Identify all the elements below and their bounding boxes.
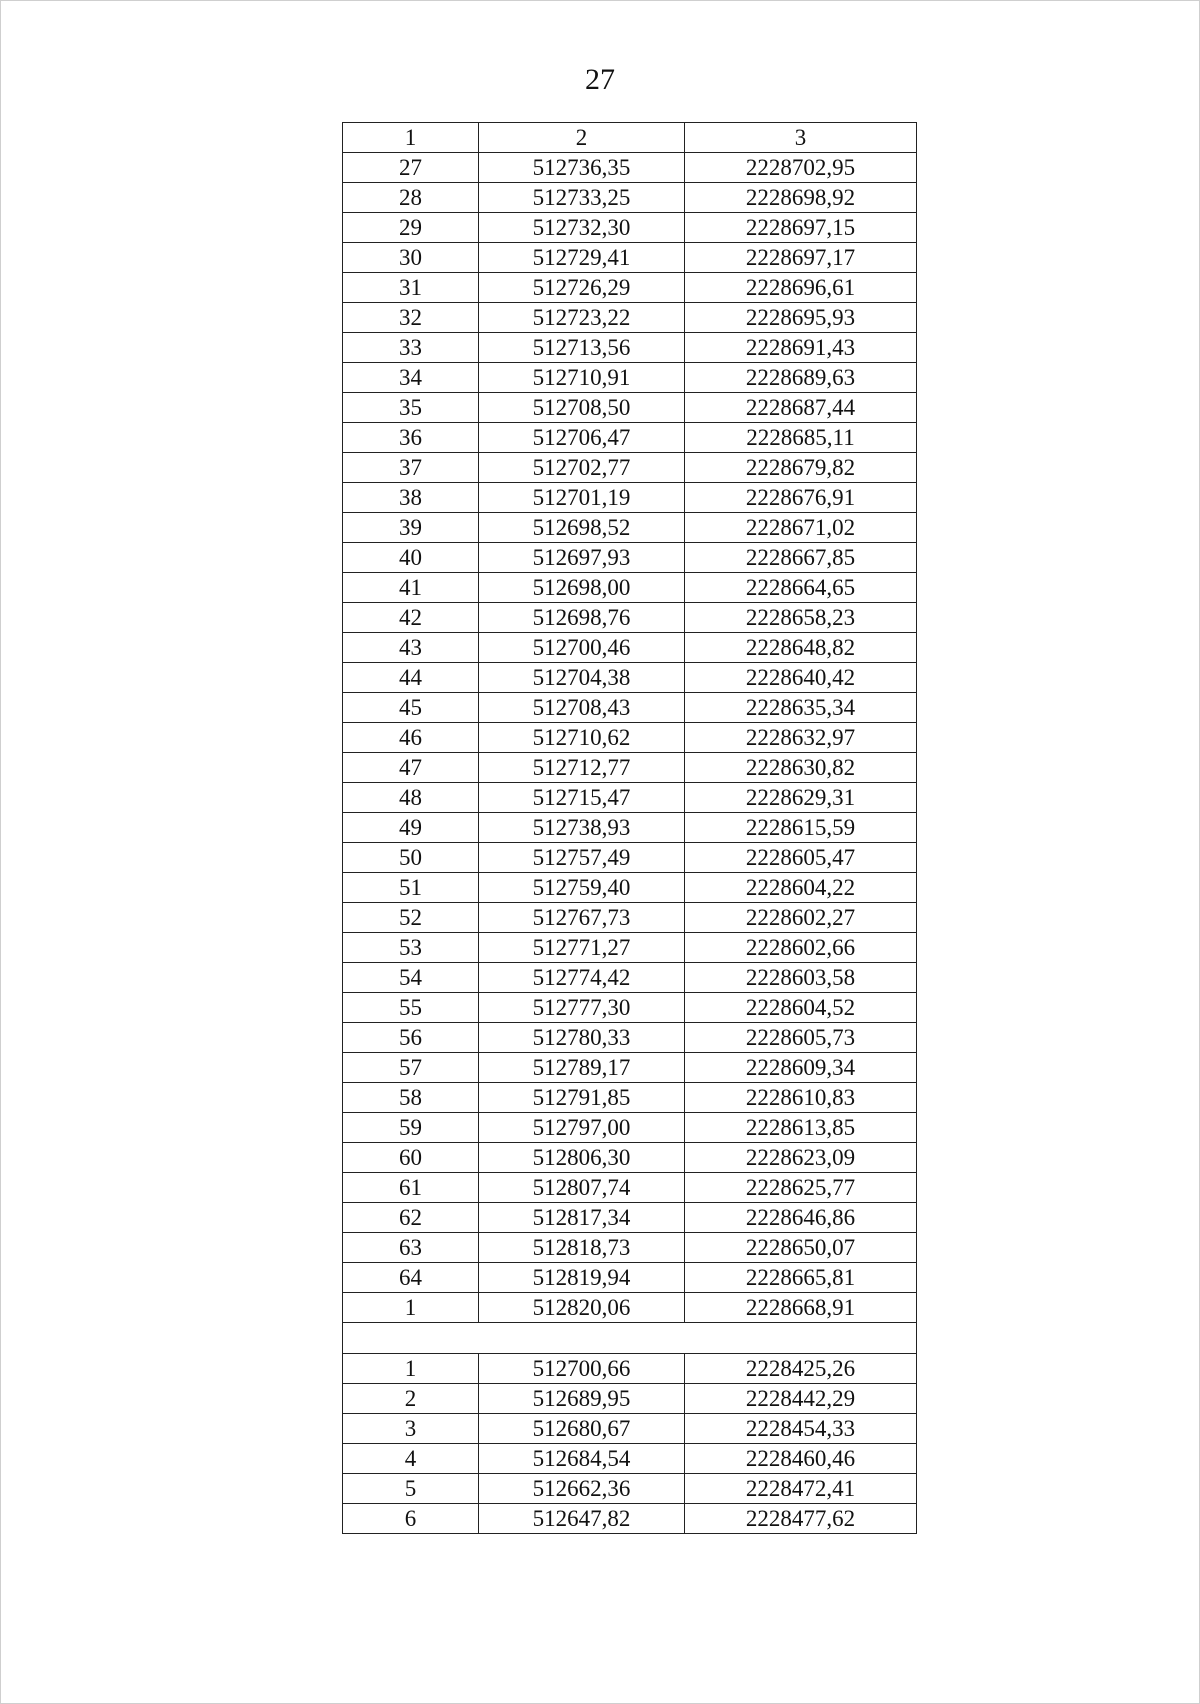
y-coordinate-cell: 2228625,77 xyxy=(685,1173,917,1203)
point-number-cell: 49 xyxy=(343,813,479,843)
y-coordinate-cell: 2228610,83 xyxy=(685,1083,917,1113)
x-coordinate-cell: 512820,06 xyxy=(479,1293,685,1323)
y-coordinate-cell: 2228472,41 xyxy=(685,1474,917,1504)
x-coordinate-cell: 512698,76 xyxy=(479,603,685,633)
x-coordinate-cell: 512700,66 xyxy=(479,1354,685,1384)
y-coordinate-cell: 2228442,29 xyxy=(685,1384,917,1414)
table-row xyxy=(343,1143,917,1173)
point-number-cell: 62 xyxy=(343,1203,479,1233)
x-coordinate-cell: 512757,49 xyxy=(479,843,685,873)
point-number-cell: 27 xyxy=(343,153,479,183)
table-row xyxy=(343,993,917,1023)
point-number-cell: 48 xyxy=(343,783,479,813)
point-number-cell: 1 xyxy=(343,1354,479,1384)
table-row xyxy=(343,753,917,783)
y-coordinate-cell: 2228604,22 xyxy=(685,873,917,903)
table-row xyxy=(343,213,917,243)
x-coordinate-cell: 512818,73 xyxy=(479,1233,685,1263)
point-number-cell: 38 xyxy=(343,483,479,513)
table-row xyxy=(343,543,917,573)
point-number-cell: 61 xyxy=(343,1173,479,1203)
table-row xyxy=(343,1083,917,1113)
y-coordinate-cell: 2228604,52 xyxy=(685,993,917,1023)
x-coordinate-cell: 512715,47 xyxy=(479,783,685,813)
table-row xyxy=(343,513,917,543)
y-coordinate-cell: 2228602,27 xyxy=(685,903,917,933)
point-number-cell: 56 xyxy=(343,1023,479,1053)
point-number-cell: 5 xyxy=(343,1474,479,1504)
table-row xyxy=(343,243,917,273)
x-coordinate-cell: 512723,22 xyxy=(479,303,685,333)
x-coordinate-cell: 512689,95 xyxy=(479,1384,685,1414)
y-coordinate-cell: 2228676,91 xyxy=(685,483,917,513)
x-coordinate-cell: 512708,43 xyxy=(479,693,685,723)
table-row xyxy=(343,603,917,633)
coordinates-table xyxy=(342,122,917,1534)
table-body xyxy=(343,153,917,1534)
y-coordinate-cell: 2228632,97 xyxy=(685,723,917,753)
x-coordinate-cell: 512708,50 xyxy=(479,393,685,423)
point-number-cell: 37 xyxy=(343,453,479,483)
point-number-cell: 45 xyxy=(343,693,479,723)
table-row xyxy=(343,303,917,333)
x-coordinate-cell: 512684,54 xyxy=(479,1444,685,1474)
y-coordinate-cell: 2228630,82 xyxy=(685,753,917,783)
y-coordinate-cell: 2228658,23 xyxy=(685,603,917,633)
y-coordinate-cell: 2228623,09 xyxy=(685,1143,917,1173)
table-row xyxy=(343,183,917,213)
table-row xyxy=(343,843,917,873)
x-coordinate-cell: 512774,42 xyxy=(479,963,685,993)
point-number-cell: 52 xyxy=(343,903,479,933)
x-coordinate-cell: 512789,17 xyxy=(479,1053,685,1083)
table-row xyxy=(343,1354,917,1384)
point-number-cell: 30 xyxy=(343,243,479,273)
table-row xyxy=(343,723,917,753)
table-row xyxy=(343,363,917,393)
y-coordinate-cell: 2228687,44 xyxy=(685,393,917,423)
point-number-cell: 40 xyxy=(343,543,479,573)
x-coordinate-cell: 512738,93 xyxy=(479,813,685,843)
page-number: 27 xyxy=(585,63,615,96)
y-coordinate-cell: 2228460,46 xyxy=(685,1444,917,1474)
y-coordinate-cell: 2228602,66 xyxy=(685,933,917,963)
point-number-cell: 42 xyxy=(343,603,479,633)
x-coordinate-cell: 512736,35 xyxy=(479,153,685,183)
table-row xyxy=(343,483,917,513)
column-header: 1 xyxy=(343,123,479,153)
y-coordinate-cell: 2228696,61 xyxy=(685,273,917,303)
point-number-cell: 51 xyxy=(343,873,479,903)
point-number-cell: 32 xyxy=(343,303,479,333)
table-row xyxy=(343,1263,917,1293)
table-row xyxy=(343,693,917,723)
point-number-cell: 43 xyxy=(343,633,479,663)
y-coordinate-cell: 2228695,93 xyxy=(685,303,917,333)
point-number-cell: 64 xyxy=(343,1263,479,1293)
y-coordinate-cell: 2228640,42 xyxy=(685,663,917,693)
y-coordinate-cell: 2228697,15 xyxy=(685,213,917,243)
point-number-cell: 39 xyxy=(343,513,479,543)
point-number-cell: 3 xyxy=(343,1414,479,1444)
point-number-cell: 41 xyxy=(343,573,479,603)
y-coordinate-cell: 2228605,73 xyxy=(685,1023,917,1053)
table-row xyxy=(343,783,917,813)
y-coordinate-cell: 2228697,17 xyxy=(685,243,917,273)
table-row xyxy=(343,573,917,603)
table-row xyxy=(343,963,917,993)
point-number-cell: 4 xyxy=(343,1444,479,1474)
x-coordinate-cell: 512698,52 xyxy=(479,513,685,543)
table-header-row xyxy=(343,123,917,153)
x-coordinate-cell: 512780,33 xyxy=(479,1023,685,1053)
x-coordinate-cell: 512710,91 xyxy=(479,363,685,393)
point-number-cell: 34 xyxy=(343,363,479,393)
point-number-cell: 28 xyxy=(343,183,479,213)
x-coordinate-cell: 512713,56 xyxy=(479,333,685,363)
x-coordinate-cell: 512791,85 xyxy=(479,1083,685,1113)
x-coordinate-cell: 512710,62 xyxy=(479,723,685,753)
table-row xyxy=(343,1173,917,1203)
table-row xyxy=(343,1233,917,1263)
table-row xyxy=(343,1384,917,1414)
x-coordinate-cell: 512771,27 xyxy=(479,933,685,963)
table-row xyxy=(343,1053,917,1083)
x-coordinate-cell: 512726,29 xyxy=(479,273,685,303)
point-number-cell: 31 xyxy=(343,273,479,303)
y-coordinate-cell: 2228667,85 xyxy=(685,543,917,573)
x-coordinate-cell: 512817,34 xyxy=(479,1203,685,1233)
y-coordinate-cell: 2228454,33 xyxy=(685,1414,917,1444)
x-coordinate-cell: 512706,47 xyxy=(479,423,685,453)
table-row xyxy=(343,153,917,183)
x-coordinate-cell: 512712,77 xyxy=(479,753,685,783)
x-coordinate-cell: 512662,36 xyxy=(479,1474,685,1504)
point-number-cell: 57 xyxy=(343,1053,479,1083)
y-coordinate-cell: 2228613,85 xyxy=(685,1113,917,1143)
x-coordinate-cell: 512680,67 xyxy=(479,1414,685,1444)
point-number-cell: 47 xyxy=(343,753,479,783)
point-number-cell: 44 xyxy=(343,663,479,693)
table-row xyxy=(343,1444,917,1474)
table-row xyxy=(343,933,917,963)
y-coordinate-cell: 2228603,58 xyxy=(685,963,917,993)
y-coordinate-cell: 2228635,34 xyxy=(685,693,917,723)
column-header: 2 xyxy=(479,123,685,153)
x-coordinate-cell: 512759,40 xyxy=(479,873,685,903)
y-coordinate-cell: 2228668,91 xyxy=(685,1293,917,1323)
y-coordinate-cell: 2228698,92 xyxy=(685,183,917,213)
y-coordinate-cell: 2228685,11 xyxy=(685,423,917,453)
x-coordinate-cell: 512797,00 xyxy=(479,1113,685,1143)
table-row xyxy=(343,453,917,483)
point-number-cell: 35 xyxy=(343,393,479,423)
y-coordinate-cell: 2228609,34 xyxy=(685,1053,917,1083)
x-coordinate-cell: 512732,30 xyxy=(479,213,685,243)
table-row xyxy=(343,1203,917,1233)
x-coordinate-cell: 512733,25 xyxy=(479,183,685,213)
point-number-cell: 1 xyxy=(343,1293,479,1323)
point-number-cell: 6 xyxy=(343,1504,479,1534)
table-row xyxy=(343,873,917,903)
x-coordinate-cell: 512702,77 xyxy=(479,453,685,483)
y-coordinate-cell: 2228648,82 xyxy=(685,633,917,663)
y-coordinate-cell: 2228615,59 xyxy=(685,813,917,843)
table-row xyxy=(343,1474,917,1504)
x-coordinate-cell: 512698,00 xyxy=(479,573,685,603)
y-coordinate-cell: 2228605,47 xyxy=(685,843,917,873)
y-coordinate-cell: 2228629,31 xyxy=(685,783,917,813)
x-coordinate-cell: 512767,73 xyxy=(479,903,685,933)
y-coordinate-cell: 2228671,02 xyxy=(685,513,917,543)
point-number-cell: 59 xyxy=(343,1113,479,1143)
point-number-cell: 33 xyxy=(343,333,479,363)
table-row xyxy=(343,1414,917,1444)
point-number-cell: 55 xyxy=(343,993,479,1023)
point-number-cell: 63 xyxy=(343,1233,479,1263)
y-coordinate-cell: 2228650,07 xyxy=(685,1233,917,1263)
point-number-cell: 46 xyxy=(343,723,479,753)
y-coordinate-cell: 2228425,26 xyxy=(685,1354,917,1384)
table-row xyxy=(343,663,917,693)
point-number-cell: 36 xyxy=(343,423,479,453)
x-coordinate-cell: 512647,82 xyxy=(479,1504,685,1534)
table-row xyxy=(343,273,917,303)
column-header: 3 xyxy=(685,123,917,153)
x-coordinate-cell: 512777,30 xyxy=(479,993,685,1023)
y-coordinate-cell: 2228664,65 xyxy=(685,573,917,603)
table-row xyxy=(343,1113,917,1143)
y-coordinate-cell: 2228477,62 xyxy=(685,1504,917,1534)
table-row xyxy=(343,903,917,933)
point-number-cell: 58 xyxy=(343,1083,479,1113)
table-row xyxy=(343,1293,917,1323)
table-row xyxy=(343,1504,917,1534)
y-coordinate-cell: 2228691,43 xyxy=(685,333,917,363)
table-row xyxy=(343,423,917,453)
x-coordinate-cell: 512819,94 xyxy=(479,1263,685,1293)
y-coordinate-cell: 2228665,81 xyxy=(685,1263,917,1293)
x-coordinate-cell: 512704,38 xyxy=(479,663,685,693)
table-row xyxy=(343,393,917,423)
point-number-cell: 60 xyxy=(343,1143,479,1173)
table-row xyxy=(343,633,917,663)
table-row xyxy=(343,333,917,363)
table-row xyxy=(343,1023,917,1053)
point-number-cell: 54 xyxy=(343,963,479,993)
point-number-cell: 29 xyxy=(343,213,479,243)
separator-cell xyxy=(343,1323,917,1354)
table-row xyxy=(343,813,917,843)
x-coordinate-cell: 512700,46 xyxy=(479,633,685,663)
point-number-cell: 53 xyxy=(343,933,479,963)
y-coordinate-cell: 2228702,95 xyxy=(685,153,917,183)
x-coordinate-cell: 512697,93 xyxy=(479,543,685,573)
x-coordinate-cell: 512806,30 xyxy=(479,1143,685,1173)
y-coordinate-cell: 2228679,82 xyxy=(685,453,917,483)
point-number-cell: 2 xyxy=(343,1384,479,1414)
x-coordinate-cell: 512701,19 xyxy=(479,483,685,513)
y-coordinate-cell: 2228646,86 xyxy=(685,1203,917,1233)
x-coordinate-cell: 512807,74 xyxy=(479,1173,685,1203)
point-number-cell: 50 xyxy=(343,843,479,873)
section-separator-row xyxy=(343,1323,917,1354)
y-coordinate-cell: 2228689,63 xyxy=(685,363,917,393)
x-coordinate-cell: 512729,41 xyxy=(479,243,685,273)
